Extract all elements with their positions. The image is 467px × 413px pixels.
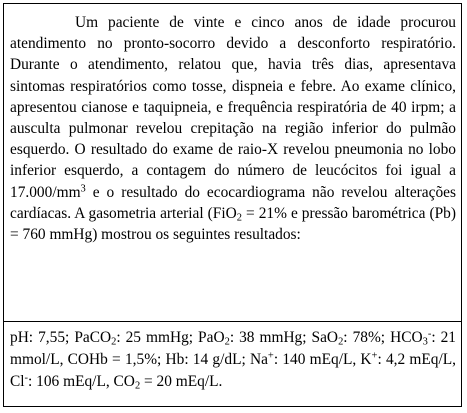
subscript: 2	[338, 336, 344, 348]
superscript: -	[24, 372, 29, 384]
case-text-part-2: e o resultado do ecocardiograma não revelou alterações cardíacas. A gasometria arterial (FiO	[10, 183, 456, 222]
subscript: 2	[224, 336, 230, 348]
result-text: pH: 7,55; PaCO	[10, 329, 112, 346]
case-text-part-3: = 21% e pressão barométrica (Pb) = 760 mmHg) mostrou os seguintes resultados:	[10, 204, 456, 244]
case-description	[4, 4, 461, 321]
superscript: +	[371, 350, 378, 362]
case-paragraph	[10, 12, 456, 245]
results-paragraph	[10, 327, 456, 393]
subscript: 3	[422, 336, 428, 348]
result-text: : 38 mmHg; SaO	[229, 329, 339, 346]
result-text: : 78%; HCO	[343, 329, 423, 346]
subscript: 2	[236, 212, 242, 224]
result-text: : 4,2 mEq/L, Cl	[10, 351, 456, 390]
superscript: +	[267, 350, 274, 362]
result-text: : 140 mEq/L, K	[273, 351, 372, 368]
superscript: -	[427, 328, 432, 340]
result-text: : 21 mmol/L, COHb = 1,5%; Hb: 14 g/dL; Na	[10, 329, 457, 368]
result-text: : 106 mEq/L, CO	[28, 373, 135, 390]
subscript: 2	[134, 380, 141, 392]
result-text: : 25 mmHg; PaO	[116, 329, 225, 346]
case-text-part-1: Um paciente de vinte e cinco anos de idade procurou atendimento no pronto-socorro devido a desconforto respiratório. Durante o atendimento, relatou que, havia três dias, apresentava sintomas respiratórios como tosse, dispneia e febre. Ao exame clínico, apresentou cianose e taquipneia, e frequência respiratória de 40 irpm; a ausculta pulmonar revelou crepitação na região inferior do pulmão esquerdo. O resultado do exame de raio-X revelou pneumonia no lobo inferior esquerdo, a contagem do número de leucócitos foi igual a 17.000/mm	[10, 14, 456, 201]
superscript: 3	[80, 182, 86, 194]
lab-results	[4, 322, 461, 393]
text-box	[3, 3, 462, 407]
subscript: 2	[111, 336, 117, 348]
result-text: = 20 mEq/L.	[140, 373, 223, 390]
